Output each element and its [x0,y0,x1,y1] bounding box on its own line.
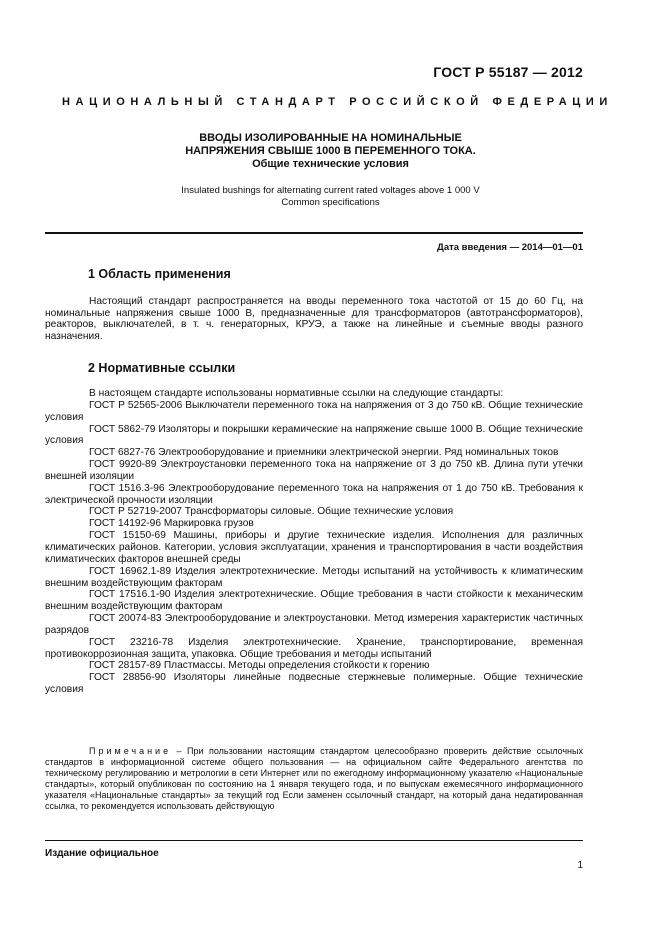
reference-item: ГОСТ 16962.1-89 Изделия электротехнические. Методы испытаний на устойчивость к климатическим внешним воздействующим факторам [45,565,583,589]
title-ru-line-1: ВВОДЫ ИЗОЛИРОВАННЫЕ НА НОМИНАЛЬНЫЕ [199,132,462,144]
introduction-date: Дата введения — 2014—01—01 [437,242,583,253]
note-text: – При пользовании настоящим стандартом целесообразно проверить действие ссылочных стандартов в информационной системе общего пользования — на официальном сайте Федерального агентства по техническому регулированию и метрологии в сети Интернет или по ежегодному информационному указателю «Национальные стандарты», который опубликован по состоянию на 1 января текущего года, и по выпускам ежемесячного информационного указателя «Национальные стандарты» за текущий год Если заменен ссылочный стандарт, на который дана недатированная ссылка, то рекомендуется использовать действующую [45,746,583,811]
reference-item: ГОСТ 23216-78 Изделия электротехнические. Хранение, транспортирование, временная противокоррозионная защита, упаковка. Общие требования и методы испытаний [45,636,583,660]
official-edition-label: Издание официальное [45,848,159,859]
document-code: ГОСТ Р 55187 — 2012 [433,64,583,80]
page-number: 1 [577,860,583,871]
title-divider [45,232,583,234]
reference-item: ГОСТ 28157-89 Пластмассы. Методы определения стойкости к горению [89,660,430,672]
reference-item: ГОСТ 17516.1-90 Изделия электротехнические. Общие требования в части стойкости к механическим внешним воздействующим факторам [45,589,583,613]
title-en-line-2: Common specifications [281,197,380,208]
reference-item: ГОСТ 28856-90 Изоляторы линейные подвесные стержневые полимерные. Общие технические условия [45,672,583,696]
reference-item: ГОСТ Р 52719-2007 Трансформаторы силовые. Общие технические условия [89,506,454,518]
reference-item: ГОСТ 9920-89 Электроустановки переменного тока на напряжение от 3 до 750 кВ. Длина пути утечки внешней изоляции [45,459,583,482]
note-label: Примечание [89,746,172,756]
title-en-line-1: Insulated bushings for alternating current rated voltages above 1 000 V [181,185,480,196]
reference-item: ГОСТ Р 52565-2006 Выключатели переменного тока на напряжения от 3 до 750 кВ. Общие технические условия [45,399,583,423]
standard-banner: НАЦИОНАЛЬНЫЙ СТАНДАРТ РОССИЙСКОЙ ФЕДЕРАЦИИ [62,96,613,108]
footer-divider [45,840,583,841]
title-ru-line-3: Общие технические условия [252,158,409,170]
section-2-heading: 2 Нормативные ссылки [88,361,236,375]
note-paragraph [45,746,583,812]
section-1-text: Настоящий стандарт распространяется на вводы переменного тока частотой от 15 до 60 Гц, на номинальные напряжения свыше 1000 В, предназначенные для трансформаторов (автотрансформаторов), реакторов, выключателей, в т. ч. генераторных, КРУЭ, а также на линейные и съемные вводы разного назначения. [45,296,583,342]
reference-item: ГОСТ 14192-96 Маркировка грузов [89,518,254,530]
title-block [70,132,591,209]
reference-item: ГОСТ 1516.3-96 Электрооборудование переменного тока на напряжения от 1 до 750 кВ. Требования к электрической прочности изоляции [45,482,583,506]
normative-references-list [45,388,583,696]
reference-item: ГОСТ 5862-79 Изоляторы и покрышки керамические на напряжение свыше 1000 В. Общие технические условия [45,423,583,447]
title-ru-line-2: НАПРЯЖЕНИЯ СВЫШЕ 1000 В ПЕРЕМЕННОГО ТОКА. [185,145,476,157]
section-1-heading: 1 Область применения [88,267,231,281]
reference-item: ГОСТ 15150-69 Машины, приборы и другие технические изделия. Исполнения для различных климатических районов. Категории, условия эксплуатации, хранения и транспортирования в части воздействия климатических факторов внешней среды [45,530,583,565]
reference-item: ГОСТ 20074-83 Электрооборудование и электроустановки. Метод измерения характеристик частичных разрядов [45,613,583,636]
reference-item: ГОСТ 6827-76 Электрооборудование и приемники электрической энергии. Ряд номинальных токов [89,447,559,459]
references-intro: В настоящем стандарте использованы нормативные ссылки на следующие стандарты: [89,388,504,399]
